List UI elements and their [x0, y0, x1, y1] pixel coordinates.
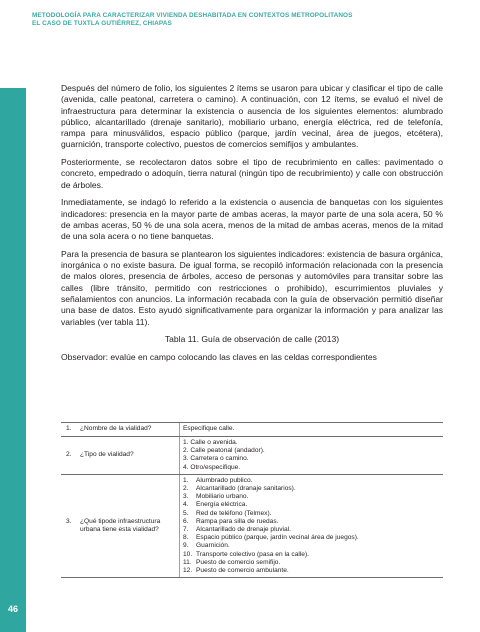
answer-list: [183, 439, 440, 472]
question-text: ¿Qué tipode infraestructura urbana tiene esta vialidad?: [80, 517, 161, 534]
answer-text: Energía eléctrica.: [196, 501, 248, 509]
paragraph: Después del número de folio, los siguientes 2 ítems se usaron para ubicar y clasificar el tipo de calle (avenida, calle peatonal, carretera o camino). A continuación, con 12 ítems, se evaluó el nivel de infraestructura para determinar la existencia o ausencia de los siguientes elementos: alumbrado público, alcantarillado (drenaje sanitario), mobiliario urbano, energía eléctrica, red de telefonía, rampa para minusválidos, espacio público (parque, jardín vecinal, área de juegos, etcétera), guarnición, transporte colectivo, puestos de comercios semifijos y ambulantes.: [61, 83, 443, 150]
table-row: [61, 423, 443, 437]
answer-item: [183, 501, 440, 509]
answer-text: Mobiliario urbano.: [196, 493, 249, 501]
answer-number: 9.: [183, 542, 189, 550]
answer-item: [183, 425, 440, 433]
answer-number: 10.: [183, 550, 193, 558]
question: [66, 425, 176, 433]
answer-number: 8.: [183, 534, 189, 542]
answer-text: 3. Carretera o camino.: [183, 455, 249, 463]
paragraph: Para la presencia de basura se plantearon los siguientes indicadores: existencia de basura orgánica, inorgánica o no existe basura. De igual forma, se recopiló información relacionada con la presencia de malos olores, presencia de árboles, acceso de personas y automóviles para transitar sobre las calles (libre tránsito, permitido con restricciones o prohibido), escurrimientos pluviales y señalamientos con anuncios. La información recabada con la guía de observación permitió diseñar una base de datos. Esto ayudó significativamente para organizar la información y para analizar las variables (ver tabla 11).: [61, 248, 443, 327]
answer-text: Alcantarillado (dranaje sanitarios).: [196, 485, 296, 493]
answer-cell: [180, 437, 444, 475]
answer-number: 1.: [183, 476, 189, 484]
table-row: [61, 437, 443, 475]
answer-number: 12.: [183, 567, 193, 575]
question-number: 3.: [66, 517, 72, 525]
answer-item: [183, 518, 440, 526]
answer-text: 4. Otro/especifique.: [183, 463, 241, 471]
answer-item: [183, 526, 440, 534]
observer-note: Observador: evalúe en campo colocando las claves en las celdas correspondientes: [61, 352, 377, 363]
answer-list: [183, 477, 440, 575]
answer-text: Alumbrado publico.: [196, 476, 253, 484]
answer-item: [183, 455, 440, 463]
question-cell: [61, 437, 180, 475]
answer-number: 3.: [183, 493, 189, 501]
table-row: [61, 474, 443, 577]
question-text: ¿Tipo de vialidad?: [80, 451, 134, 459]
question-number: 1.: [66, 425, 72, 433]
answer-text: Rampa para silla de ruedas.: [196, 517, 279, 525]
page-number: 46: [7, 604, 18, 614]
answer-item: [183, 510, 440, 518]
question-number: 2.: [66, 451, 72, 459]
answer-text: Puesto de comercio semifijo.: [196, 558, 281, 566]
observation-table: [61, 422, 443, 578]
question: [66, 451, 176, 459]
answer-cell: [180, 474, 444, 577]
body-text: [61, 83, 443, 369]
answer-text: Puesto de comercio ambulante.: [196, 567, 289, 575]
answer-item: [183, 439, 440, 447]
answer-number: 5.: [183, 509, 189, 517]
answer-text: Transporte colectivo (pasa en la calle).: [196, 550, 310, 558]
answer-item: [183, 447, 440, 455]
answer-item: [183, 567, 440, 575]
answer-item: [183, 551, 440, 559]
answer-number: 11.: [183, 558, 192, 566]
answer-number: 2.: [183, 485, 189, 493]
answer-text: 1. Calle o avenida.: [183, 439, 238, 446]
answer-text: Red de teléfono (Telmex).: [196, 509, 272, 517]
answer-item: [183, 493, 440, 501]
answer-number: 4.: [183, 501, 189, 509]
question-text: ¿Nombre de la vialidad?: [80, 425, 152, 433]
answer-text: Espacio público (parque, jardín vecinal área de juegos).: [196, 534, 359, 542]
running-header-line-1: METODOLOGÍA PARA CARACTERIZAR VIVIENDA DESHABITADA EN CONTEXTOS METROPOLITANOS: [32, 12, 353, 19]
question-cell: [61, 474, 180, 577]
answer-number: 7.: [183, 526, 189, 534]
answer-item: [183, 464, 440, 472]
side-accent-bar: [0, 88, 26, 632]
running-header: [32, 12, 452, 28]
answer-item: [183, 485, 440, 493]
running-header-line-2: EL CASO DE TUXTLA GUTIÉRREZ, CHIAPAS: [32, 20, 172, 27]
answer-item: [183, 534, 440, 542]
observation-table-body: [61, 423, 443, 578]
table-caption: Tabla 11. Guía de observación de calle (2013): [164, 334, 340, 345]
answer-text: 2. Calle peatonal (andador).: [183, 447, 265, 455]
answer-text: Guarnición.: [196, 542, 230, 550]
paragraph: Posteriormente, se recolectaron datos sobre el tipo de recubrimiento en calles: pavimentado o concreto, empedrado o adoquín, tierra natural (ningún tipo de recubrimiento) y calle con obstrucción de árboles.: [61, 157, 443, 190]
answer-item: [183, 559, 440, 567]
answer-item: [183, 542, 440, 550]
paragraph: Inmediatamente, se indagó lo referido a la existencia o ausencia de banquetas con los siguientes indicadores: presencia en la mayor parte de ambas aceras, la mayor parte de una sola acera, 50 % de ambas aceras, 50 % de una sola acera, menos de la mitad de ambas aceras, menos de la mitad de una sola acera o no tiene banquetas.: [61, 197, 443, 242]
answer-list: [183, 425, 440, 433]
answer-text: Alcantarillado de drenaje pluvial.: [196, 526, 291, 534]
question: [66, 518, 176, 534]
question-cell: [61, 423, 180, 437]
answer-text: Especifique calle.: [183, 425, 235, 433]
answer-item: [183, 477, 440, 485]
answer-cell: [180, 423, 444, 437]
answer-number: 6.: [183, 517, 189, 525]
